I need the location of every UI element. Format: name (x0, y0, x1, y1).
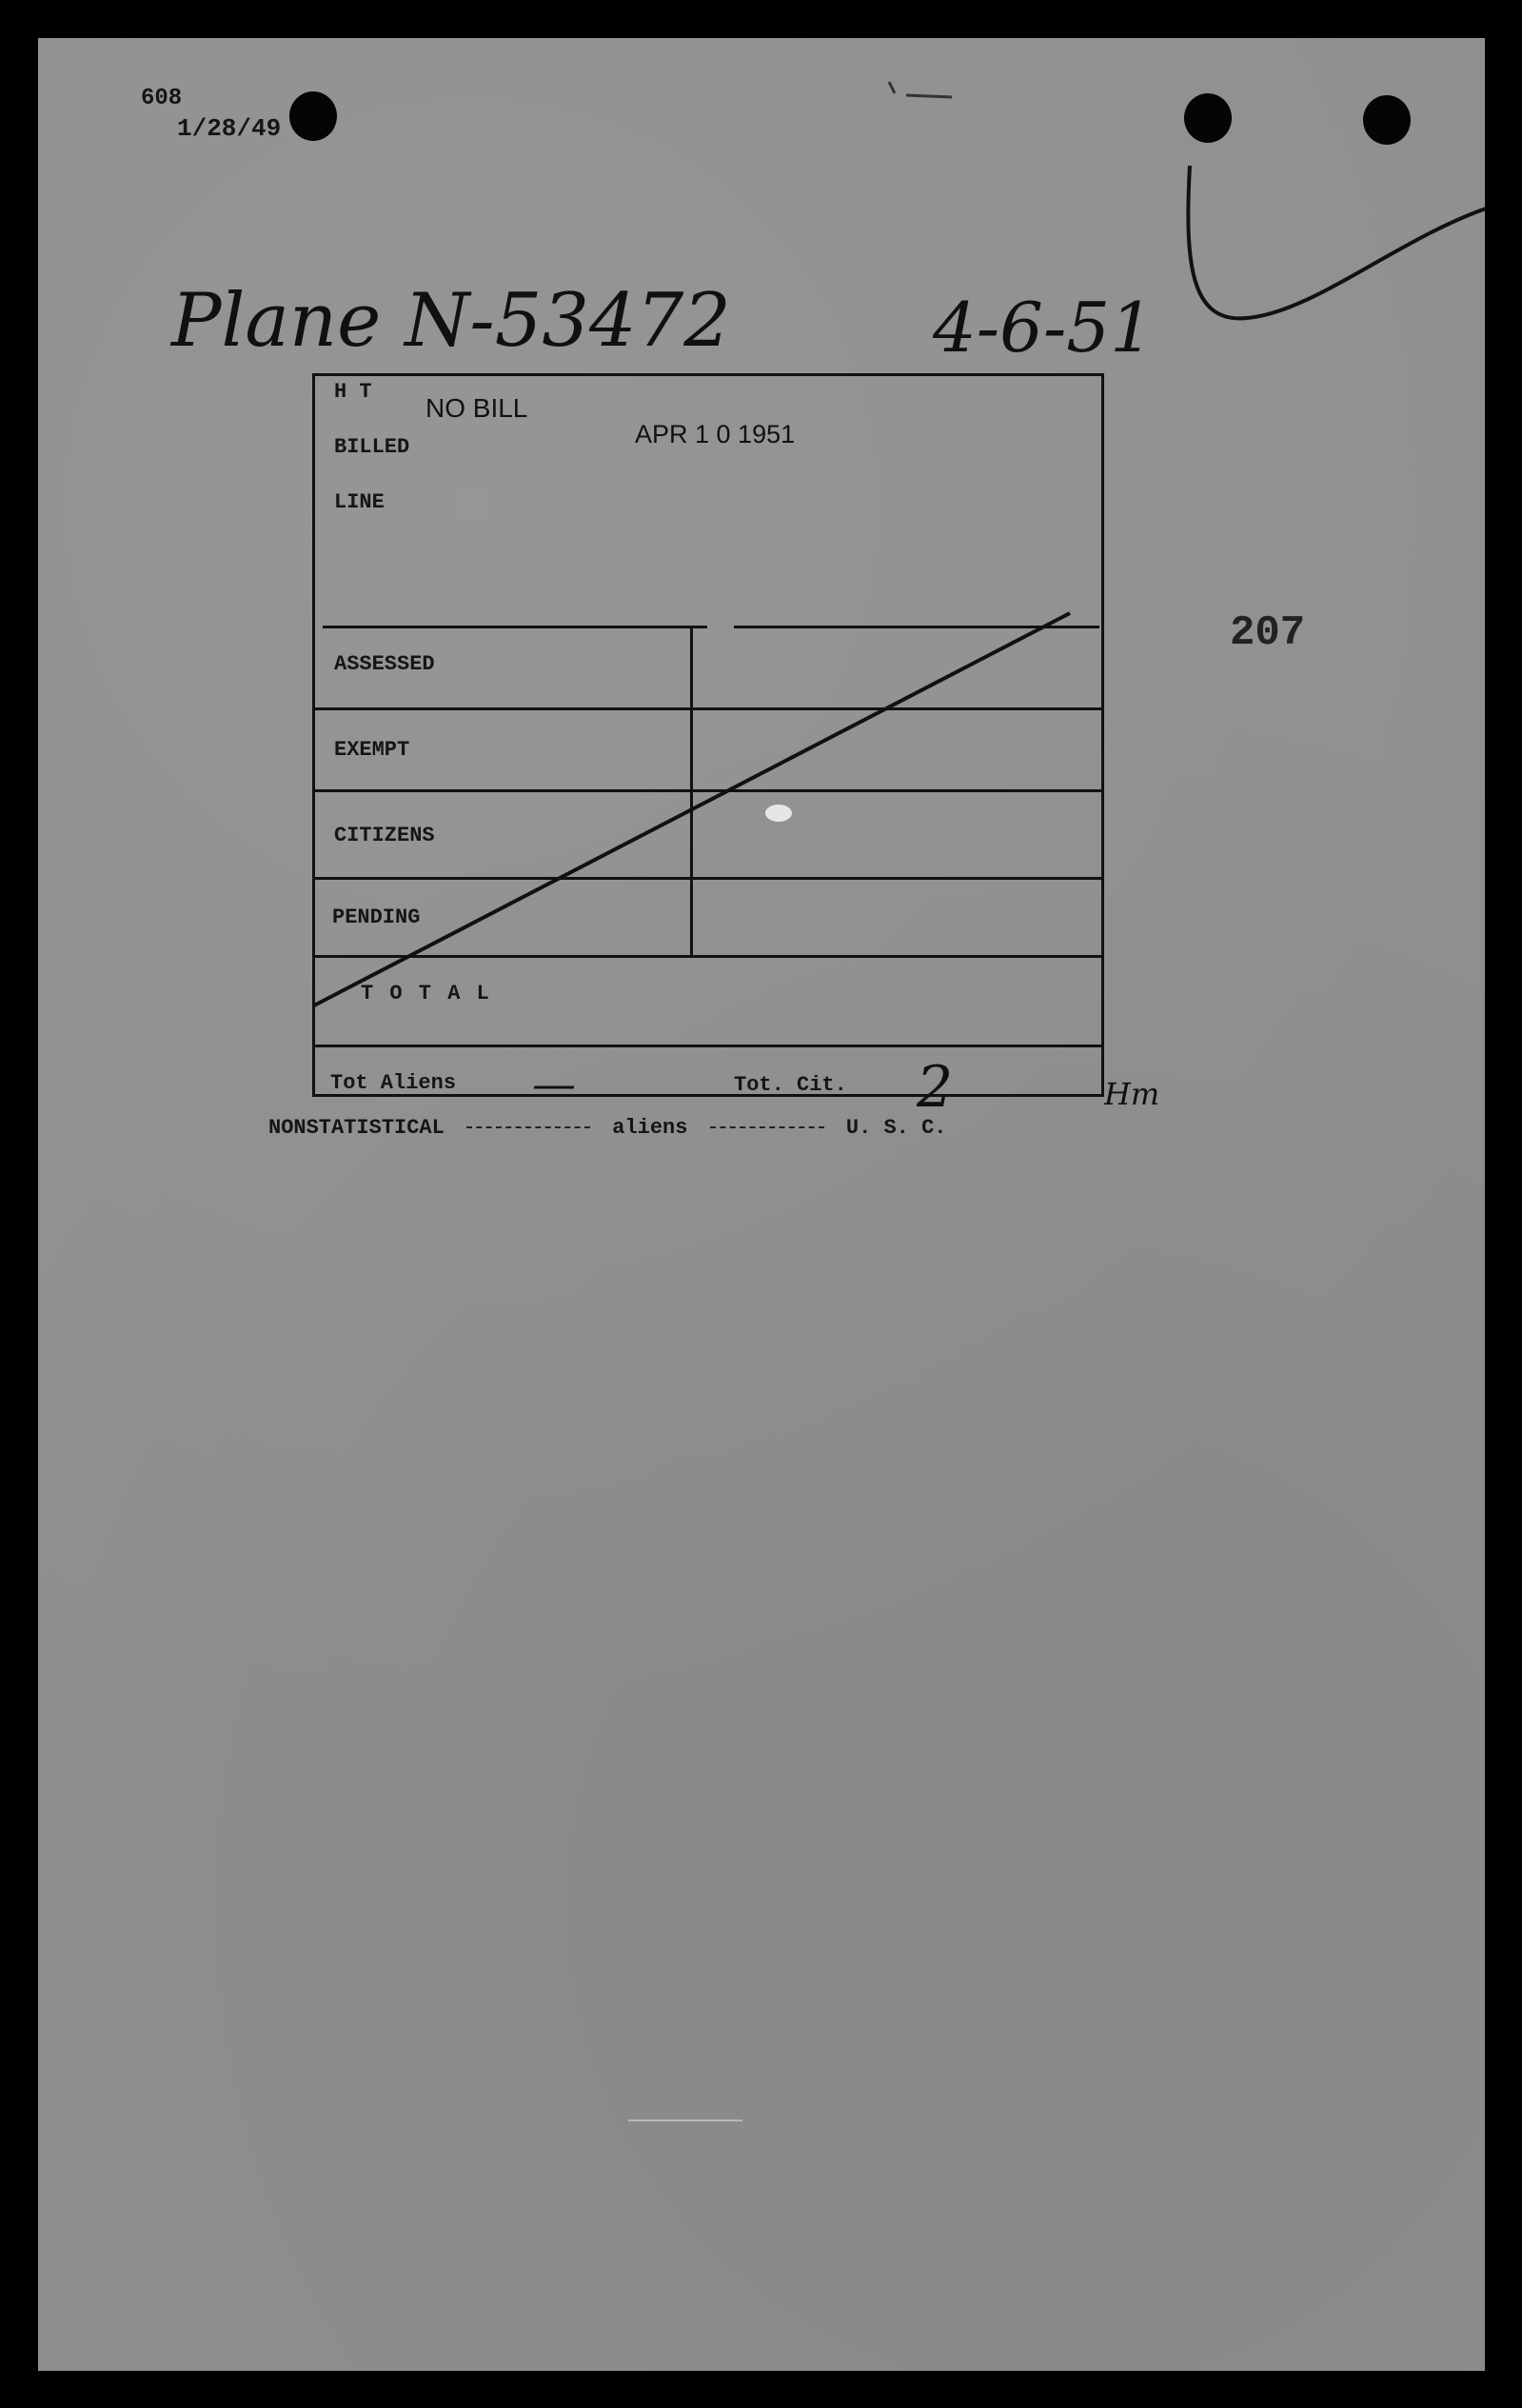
citizens-label: CITIZENS (334, 824, 435, 847)
document-sheet (38, 38, 1485, 2371)
billed-label: BILLED (334, 435, 410, 459)
assessed-label: ASSESSED (334, 652, 435, 676)
no-bill-stamp: NO BILL (425, 393, 528, 423)
ht-label: H T (334, 380, 372, 404)
form-date-text: 1/28/49 (177, 114, 282, 143)
tot-cit-label: Tot. Cit. (734, 1073, 847, 1097)
tot-aliens-value: — (532, 1058, 576, 1109)
pending-label: PENDING (332, 905, 421, 929)
form-number-text: 608 (141, 86, 183, 111)
nonstatistical-label: NONSTATISTICAL (268, 1116, 445, 1140)
handwritten-date: 4-6-51 (933, 288, 1154, 368)
plane-annotation: Plane N-53472 (171, 278, 731, 364)
usc-label: U. S. C. (845, 1116, 947, 1140)
date-stamp: APR 1 0 1951 (635, 420, 796, 448)
paper-blotch (765, 805, 792, 822)
pen-strokes (38, 38, 1485, 2371)
pencil-mark (889, 82, 952, 97)
tot-aliens-label: Tot Aliens (330, 1071, 457, 1095)
exempt-label: EXEMPT (334, 738, 410, 762)
total-label: T O T A L (361, 982, 491, 1005)
page-number: 207 (1230, 609, 1306, 657)
cross-out-line (314, 613, 1070, 1005)
check-mark-icon (1188, 166, 1485, 318)
line-label: LINE (334, 490, 385, 514)
aliens-label: aliens (612, 1116, 688, 1140)
handwritten-initials: Hm (1104, 1076, 1160, 1112)
tot-cit-value: 2 (917, 1054, 954, 1121)
